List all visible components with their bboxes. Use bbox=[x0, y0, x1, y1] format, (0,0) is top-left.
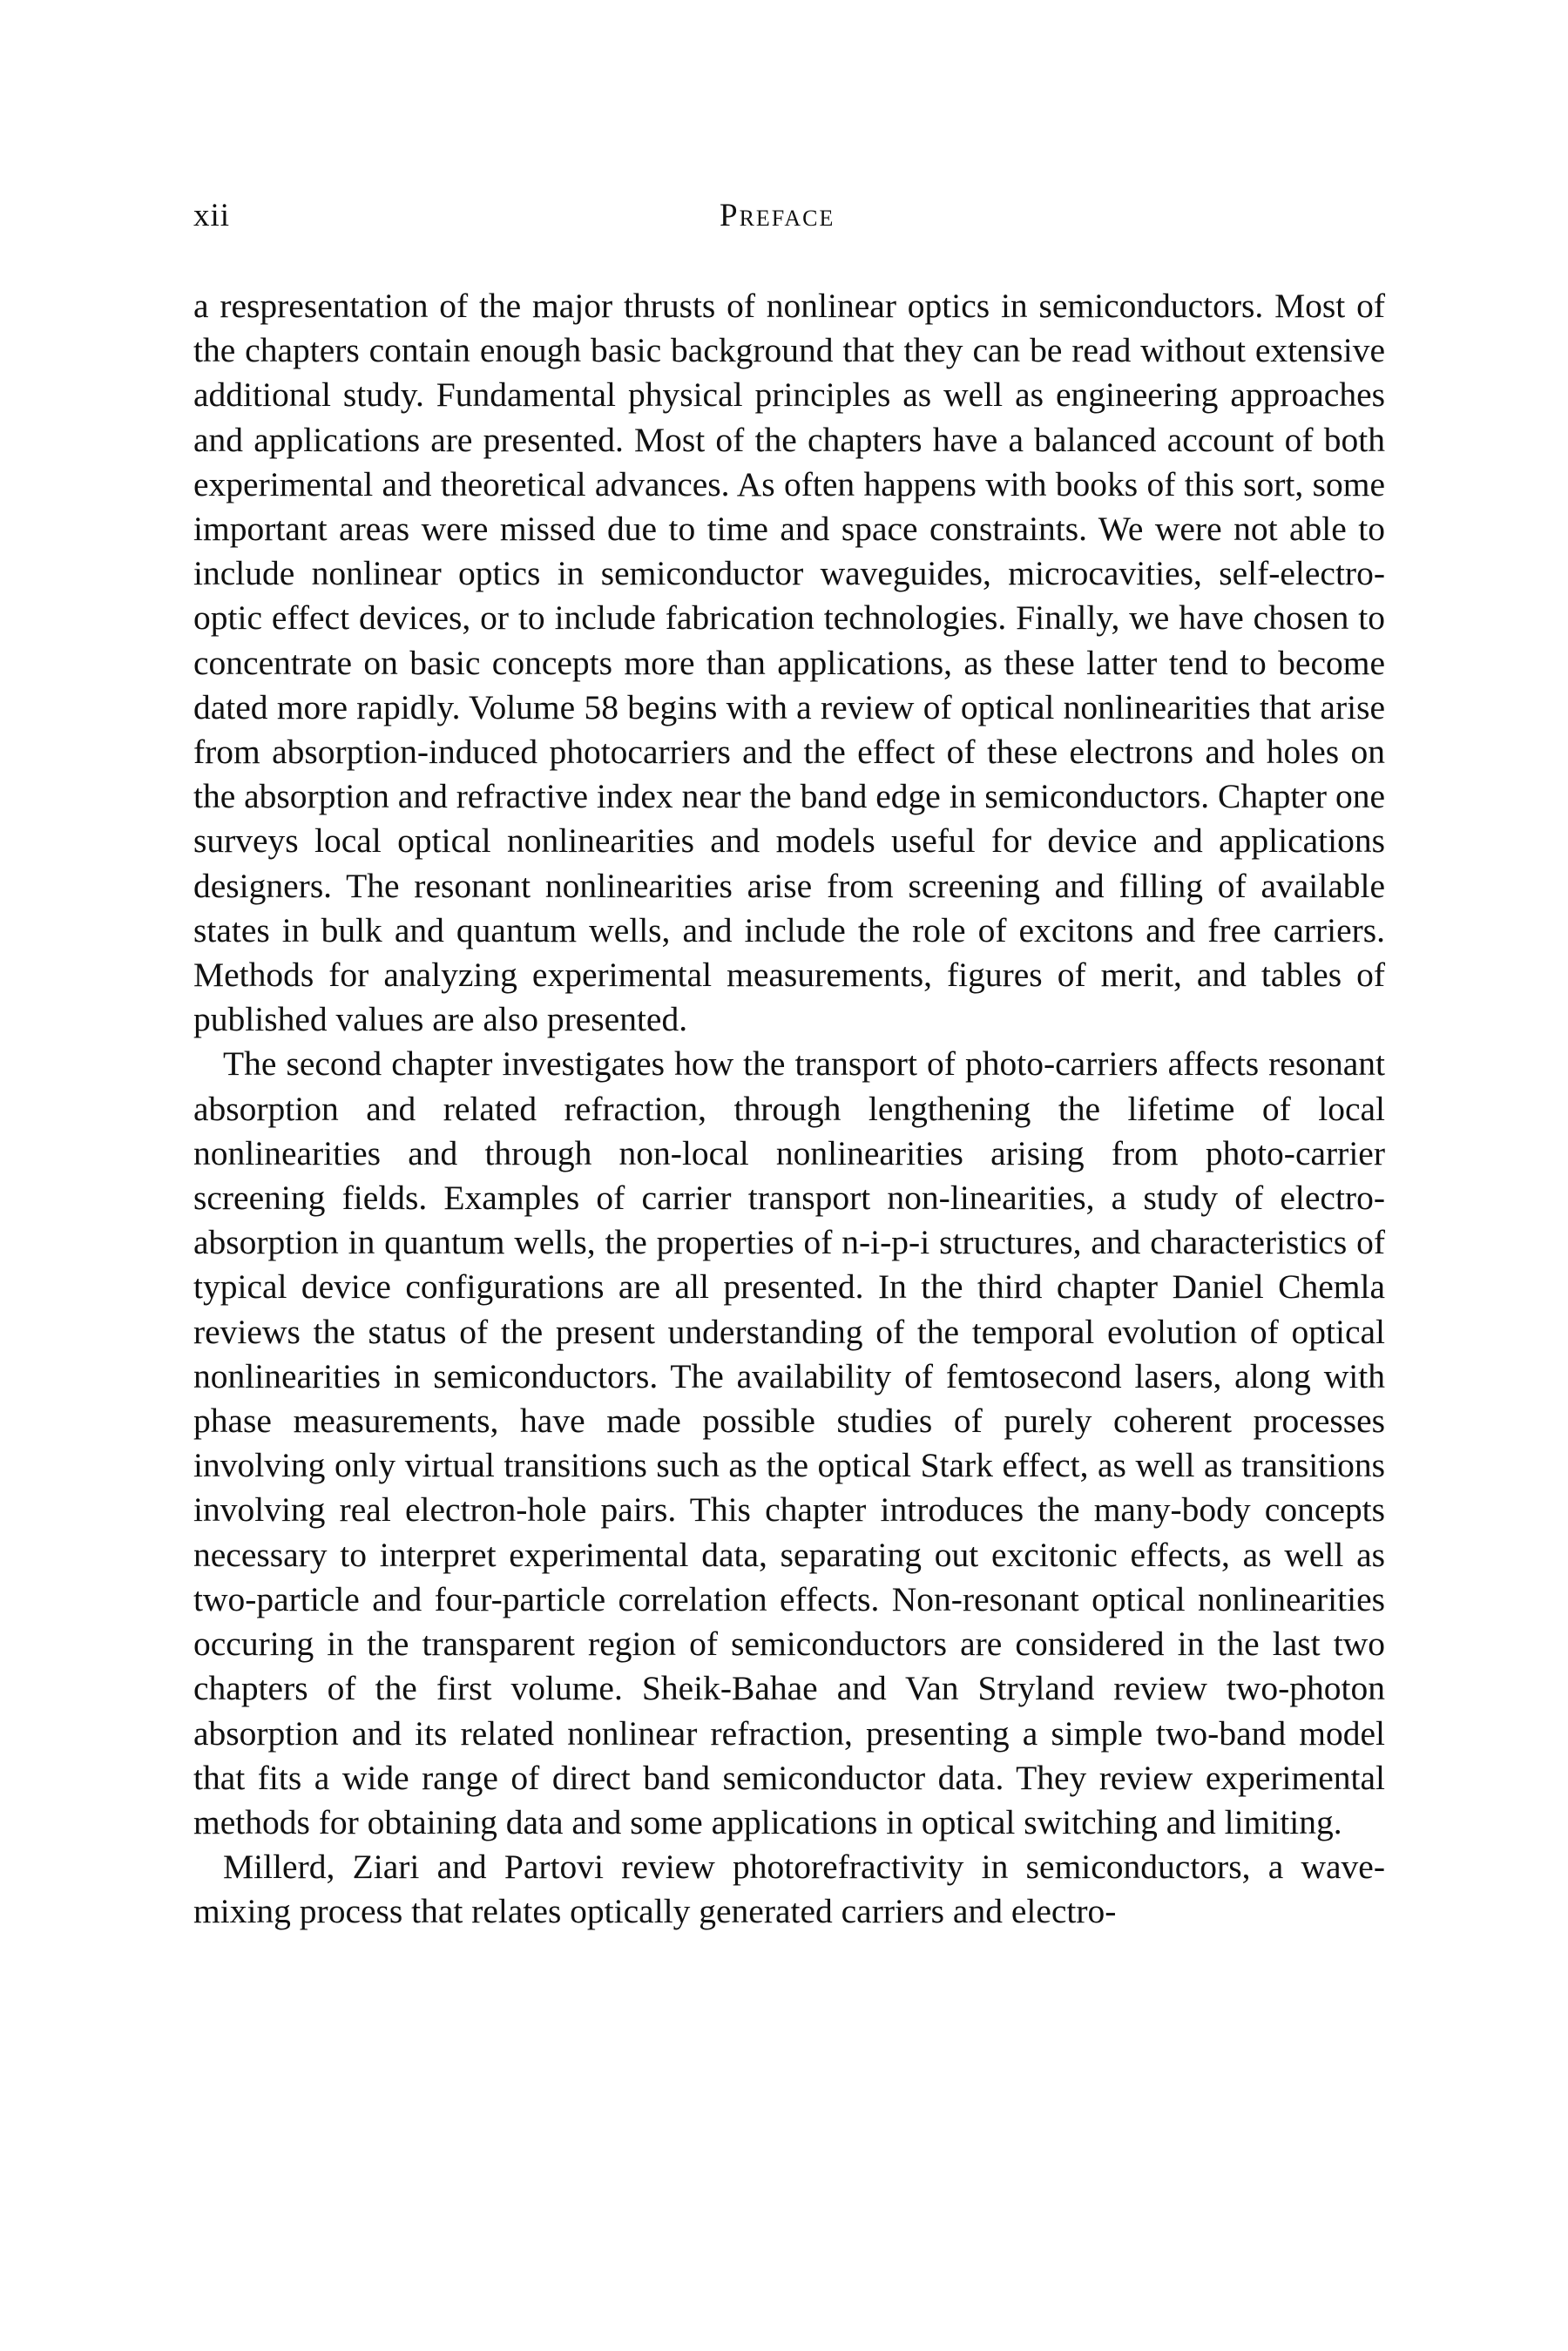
paragraph-second-chapter: The second chapter investigates how the transport of photo-carriers affects resonant absorption and related refraction, through lengthening the lifetime of local nonlinearities and through non-local nonlinearities arising from photo-carrier screening fields. Examples of carrier transport non-linearities, a study of electro-absorption in quantum wells, the properties of n-i-p-i structures, and characteristics of typical device configurations are all presented. In the third chapter Daniel Chemla reviews the status of the present understanding of the temporal evolution of optical nonlinearities in semiconductors. The availability of femtosecond lasers, along with phase measurements, have made possible studies of purely coherent processes involving only virtual transitions such as the optical Stark effect, as well as transitions involving real electron-hole pairs. This chapter introduces the many-body concepts necessary to interpret experimental data, separating out excitonic effects, as well as two-particle and four-particle correlation effects. Non-resonant optical nonlinearities occuring in the transparent region of semiconductors are considered in the last two chapters of the first volume. Sheik-Bahae and Van Stryland review two-photon absorption and its related nonlinear refraction, presenting a simple two-band model that fits a wide range of direct band semiconductor data. They review experimental methods for obtaining data and some applications in optical switching and limiting. bbox=[193, 1044, 1385, 1841]
running-head bbox=[193, 190, 1385, 242]
section-title: Preface bbox=[720, 198, 835, 233]
paragraph-photorefractivity: Millerd, Ziari and Partovi review photorefractivity in semiconductors, a wave-mixing process that relates optically generated carriers and electro- bbox=[193, 1848, 1385, 1931]
page-number: xii bbox=[193, 198, 231, 233]
body-text bbox=[193, 284, 1385, 1935]
paragraph-continued: a respresentation of the major thrusts of nonlinear optics in semiconductors. Most of the chapters contain enough basic background that they can be read without extensive additional study. Fundamental physical principles as well as engineering approaches and applications are presented. Most of the chapters have a balanced account of both experimental and theoretical advances. As often happens with books of this sort, some important areas were missed due to time and space constraints. We were not able to include nonlinear optics in semiconductor waveguides, microcavities, self-electro-optic effect devices, or to include fabrication technologies. Finally, we have chosen to concentrate on basic concepts more than applications, as these latter tend to become dated more rapidly. Volume 58 begins with a review of optical nonlinearities that arise from absorption-induced photocarriers and the effect of these electrons and holes on the absorption and refractive index near the band edge in semiconductors. Chapter one surveys local optical nonlinearities and models useful for device and applications designers. The resonant nonlinearities arise from screening and filling of available states in bulk and quantum wells, and include the role of excitons and free carriers. Methods for analyzing experimental measurements, figures of merit, and tables of published values are also presented. bbox=[193, 287, 1385, 1039]
